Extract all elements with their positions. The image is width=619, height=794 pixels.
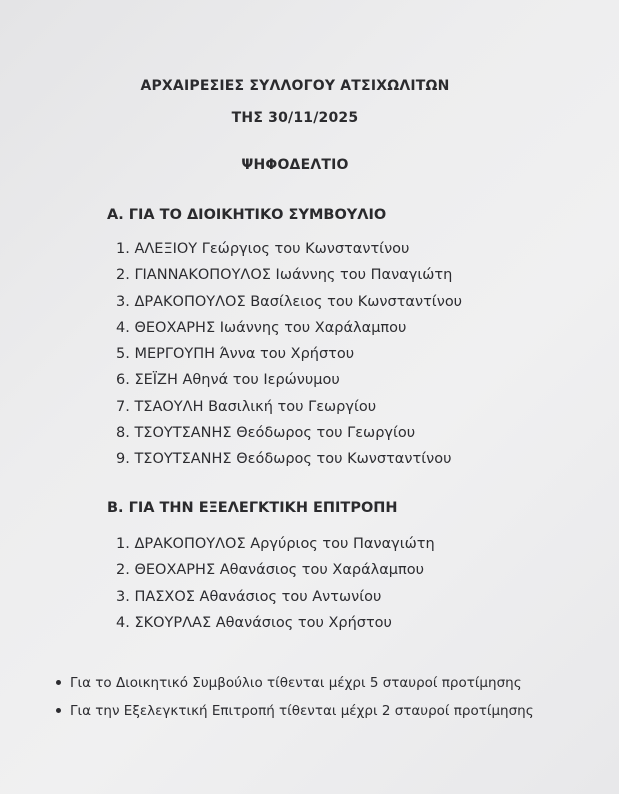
candidate-item <box>116 420 462 446</box>
candidate-name: ΤΣΑΟΥΛΗ Βασιλική του Γεωργίου <box>134 398 377 415</box>
candidate-name: ΜΕΡΓΟΥΠΗ Άννα του Χρήστου <box>134 346 355 363</box>
candidate-number: 7. <box>116 398 130 415</box>
candidate-name: ΤΣΟΥΤΣΑΝΗΣ Θεόδωρος του Γεωργίου <box>134 425 416 442</box>
note-item <box>56 698 534 726</box>
voting-notes <box>56 670 534 726</box>
candidate-number: 3. <box>116 588 130 605</box>
candidate-item <box>116 446 462 472</box>
candidate-number: 3. <box>116 293 130 310</box>
candidate-number: 4. <box>116 319 130 336</box>
candidate-item <box>116 394 462 420</box>
candidate-name: ΠΑΣΧΟΣ Αθανάσιος του Αντωνίου <box>134 588 382 605</box>
candidate-item <box>116 262 462 288</box>
candidate-number: 2. <box>116 267 130 284</box>
candidate-number: 2. <box>116 562 130 579</box>
section-a-candidate-list <box>116 236 462 473</box>
candidate-number: 4. <box>116 614 130 631</box>
candidate-name: ΤΣΟΥΤΣΑΝΗΣ Θεόδωρος του Κωνσταντίνου <box>134 451 452 468</box>
candidate-name: ΑΛΕΞΙΟΥ Γεώργιος του Κωνσταντίνου <box>134 241 410 257</box>
candidate-name: ΘΕΟΧΑΡΗΣ Αθανάσιος του Χαράλαμπου <box>134 562 425 579</box>
candidate-number: 8. <box>116 425 130 442</box>
candidate-item <box>116 341 462 367</box>
section-b-candidate-list <box>116 531 435 636</box>
candidate-name: ΣΕΪΖΗ Αθηνά του Ιερώνυμου <box>134 372 340 389</box>
ballot-title: ΑΡΧΑΙΡΕΣΙΕΣ ΣΥΛΛΟΓΟΥ ΑΤΣΙΧΩΛΙΤΩΝ <box>140 78 450 94</box>
candidate-item <box>116 367 462 393</box>
note-item <box>56 670 534 698</box>
ballot-doc-type: ΨΗΦΟΔΕΛΤΙΟ <box>241 157 349 173</box>
candidate-number: 5. <box>116 346 130 363</box>
section-a-title: Α. ΓΙΑ ΤΟ ΔΙΟΙΚΗΤΙΚΟ ΣΥΜΒΟΥΛΙΟ <box>107 207 387 223</box>
candidate-item <box>116 610 435 636</box>
candidate-number: 1. <box>116 241 130 257</box>
candidate-name: ΔΡΑΚΟΠΟΥΛΟΣ Αργύριος του Παναγιώτη <box>134 536 435 552</box>
candidate-item <box>116 584 435 610</box>
bullet-icon <box>56 680 61 685</box>
candidate-item <box>116 315 462 341</box>
candidate-number: 9. <box>116 451 130 468</box>
candidate-number: 1. <box>116 536 130 552</box>
note-text: Για το Διοικητικό Συμβούλιο τίθενται μέχρι 5 σταυροί προτίμησης <box>70 675 522 691</box>
candidate-item <box>116 557 435 583</box>
section-b-title: Β. ΓΙΑ ΤΗΝ ΕΞΕΛΕΓΚΤΙΚΗ ΕΠΙΤΡΟΠΗ <box>107 500 398 516</box>
ballot-date: ΤΗΣ 30/11/2025 <box>231 110 359 126</box>
bullet-icon <box>56 708 61 713</box>
candidate-item <box>116 531 435 557</box>
candidate-name: ΘΕΟΧΑΡΗΣ Ιωάννης του Χαράλαμπου <box>134 319 407 336</box>
candidate-number: 6. <box>116 372 130 389</box>
candidate-name: ΣΚΟΥΡΛΑΣ Αθανάσιος του Χρήστου <box>134 614 392 631</box>
candidate-name: ΓΙΑΝΝΑΚΟΠΟΥΛΟΣ Ιωάννης του Παναγιώτη <box>134 267 453 284</box>
candidate-item <box>116 289 462 315</box>
note-text: Για την Εξελεγκτική Επιτροπή τίθενται μέχρι 2 σταυροί προτίμησης <box>70 703 534 719</box>
candidate-name: ΔΡΑΚΟΠΟΥΛΟΣ Βασίλειος του Κωνσταντίνου <box>134 293 463 310</box>
candidate-item <box>116 236 462 262</box>
